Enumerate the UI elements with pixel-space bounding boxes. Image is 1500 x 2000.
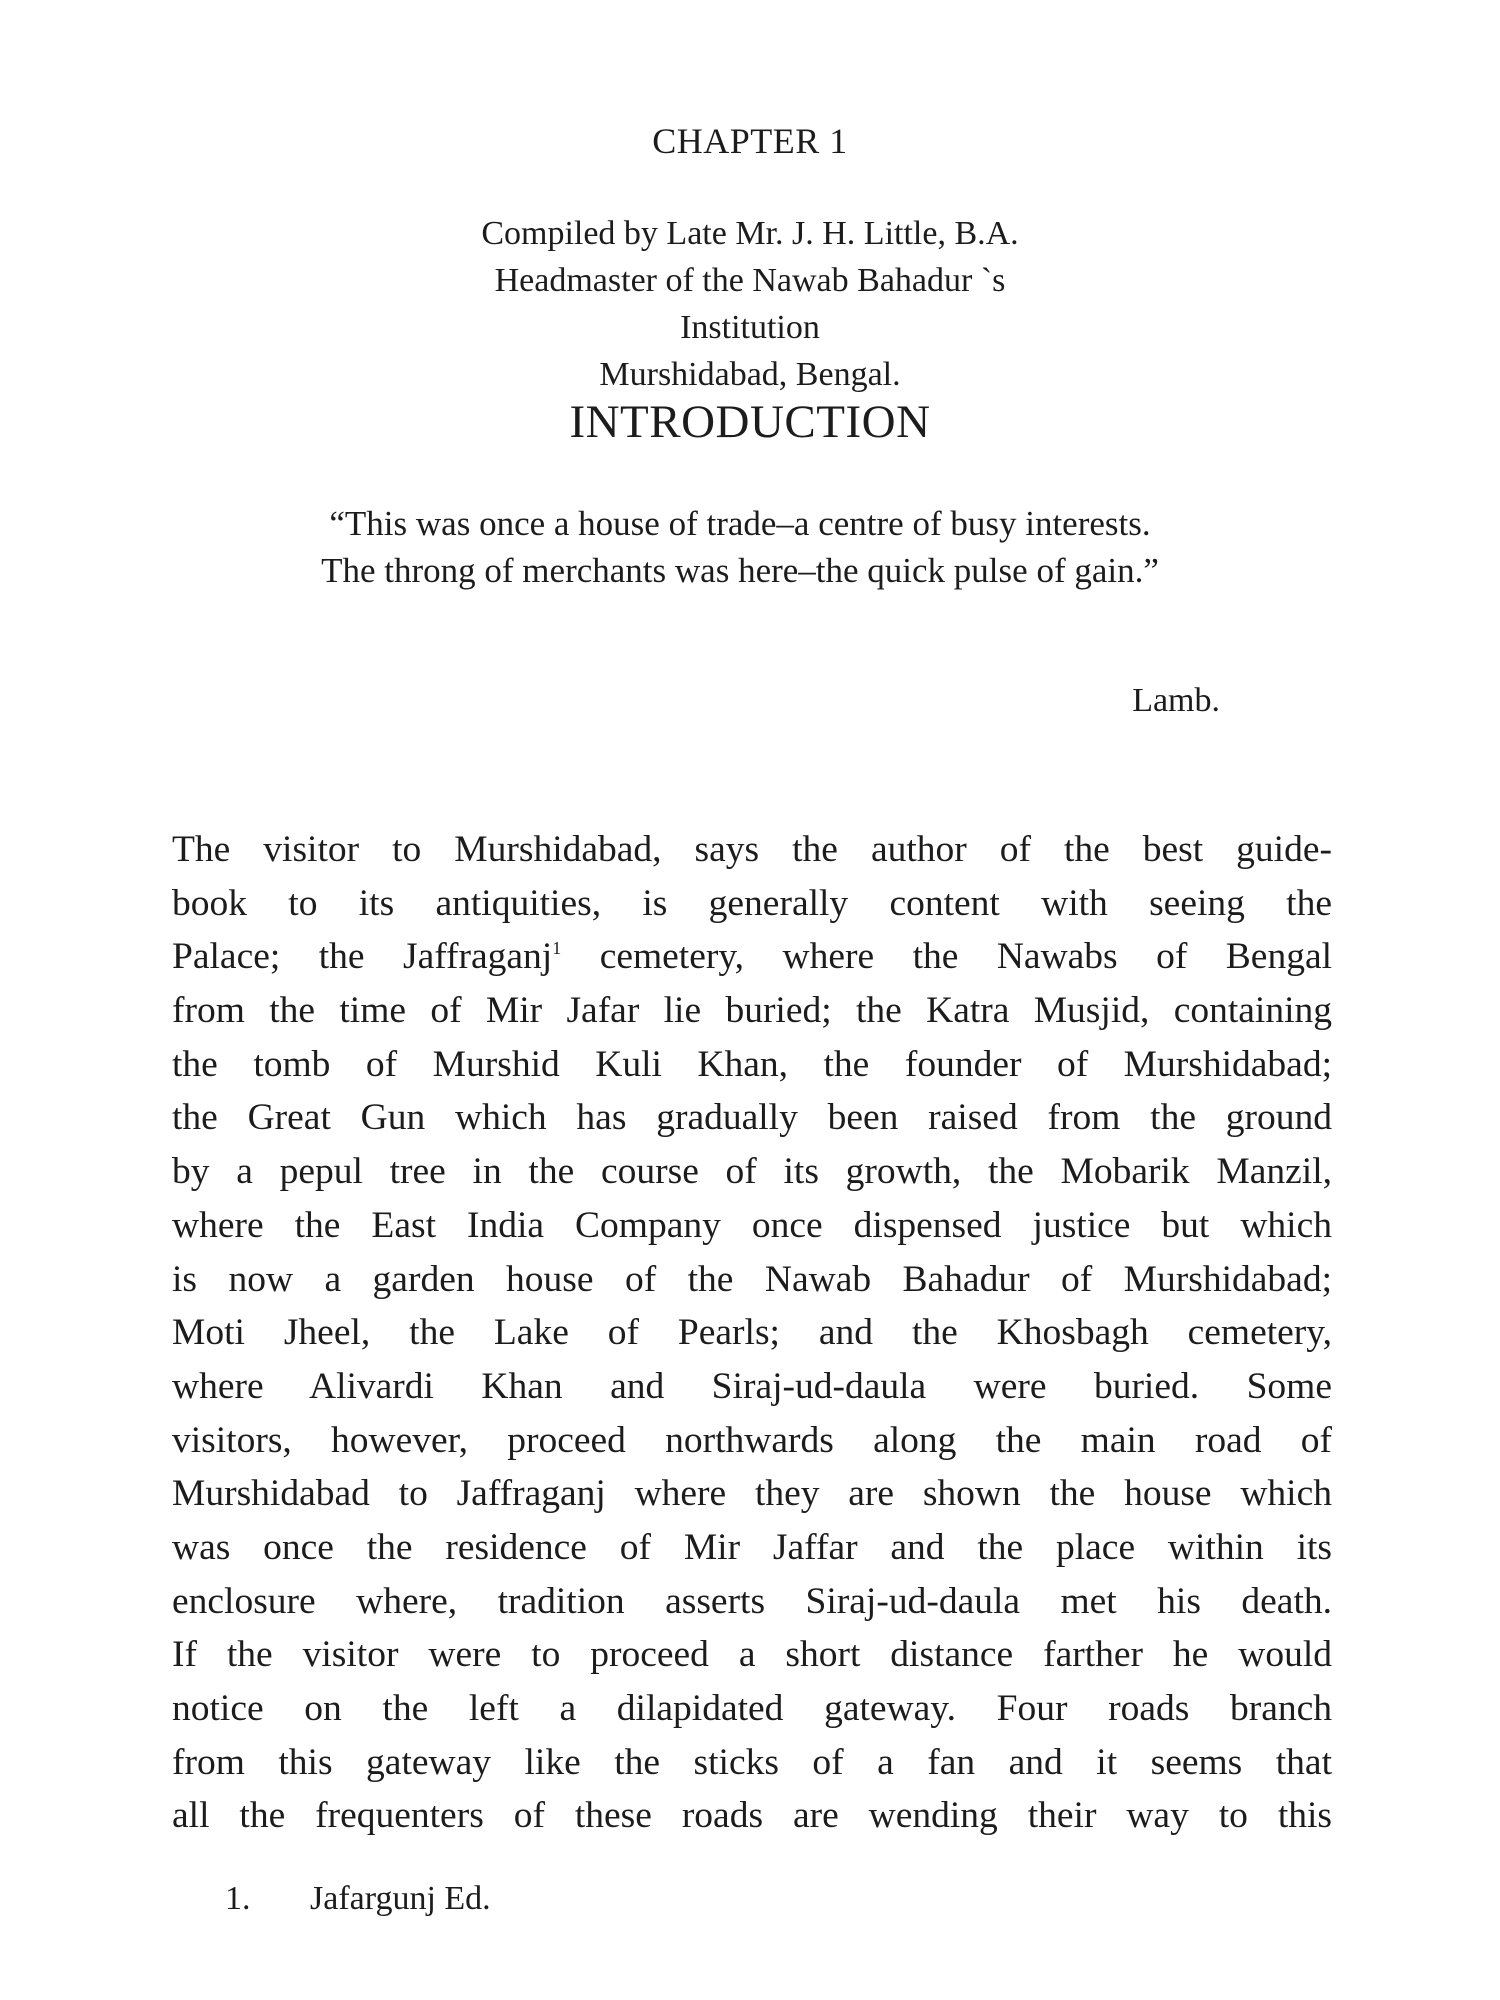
location-line: Murshidabad, Bengal.	[599, 356, 901, 393]
text-line: notice on the left a dilapidated gateway. Four roads branch	[172, 1688, 1332, 1729]
text-line: If the visitor were to proceed a short distance farther he would	[172, 1634, 1332, 1676]
text-line: from this gateway like the sticks of a fan and it seems that	[172, 1741, 1332, 1783]
footnote	[225, 1880, 491, 1918]
text-fragment: cemetery, where the Nawabs of Bengal	[599, 936, 1333, 978]
body-paragraph	[172, 823, 1332, 1843]
epigraph	[230, 500, 1250, 594]
text-fragment: Palace; the Jaffraganj	[172, 936, 553, 978]
text-line: all the frequenters of these roads are wending their way to this	[172, 1795, 1332, 1837]
text-line: the Great Gun which has gradually been raised from the ground	[172, 1097, 1332, 1139]
text-line: by a pepul tree in the course of its growth, the Mobarik Manzil,	[172, 1151, 1332, 1193]
text-line: is now a garden house of the Nawab Bahadur of Murshidabad;	[172, 1258, 1332, 1300]
footnote-number: 1.	[225, 1880, 251, 1917]
epigraph-line: “This was once a house of trade–a centre of busy interests.	[329, 504, 1151, 543]
footnote-marker: 1	[552, 938, 562, 959]
footnote-text: Jafargunj Ed.	[310, 1880, 491, 1917]
text-line: the tomb of Murshid Kuli Khan, the founder of Murshidabad;	[172, 1043, 1332, 1085]
section-title: INTRODUCTION	[569, 396, 931, 448]
text-line: where Alivardi Khan and Siraj-ud-daula were buried. Some	[172, 1365, 1332, 1407]
text-line: visitors, however, proceed northwards along the main road of	[172, 1419, 1332, 1461]
book-page: CHAPTER 1 Compiled by Late Mr. J. H. Little, B.A. Headmaster of the Nawab Bahadur `s Institution Murshidabad, Bengal. INTRODUCTION “This was once a house of trade–a centre of busy interests. The throng of merchants was here–the quick pulse of gain.” Lamb. The visitor to Murshidabad, says the author of the best guide- book to its antiquities, is generally content with seeing the Palace; the Jaffraganj$^1$ cemetery, where the Nawabs of Bengal from the time of Mir Jafar lie buried; the Katra Musjid, containing the tomb of Murshid Kuli Khan, the founder of Murshidabad; the Great Gun which has gradually been raised from the ground by a pepul tree in the course of its growth, the Mobarik Manzil, where the East India Company once dispensed justice but which is now a garden house of the Nawab Bahadur of Murshidabad; Moti Jheel, the Lake of Pearls; and the Khosbagh cemetery, where Alivardi Khan and Siraj-ud-daula were buried. Some visitors, however, proceed northwards along the main road of Murshidabad to Jaffraganj where they are shown the house which was once the residence of Mir Jaffar and the place within its enclosure where, tradition asserts Siraj-ud-daula met his death. If the visitor were to proceed a short distance farther he would notice on the left a dilapidated gateway. Four roads branch from this gateway like the sticks of a fan and it seems that all the frequenters of these roads are wending their way to this 1. Jafargunj Ed.	[172, 121, 1333, 1917]
compiled-by-block	[475, 210, 1025, 398]
text-line: The visitor to Murshidabad, says the author of the best guide-	[172, 829, 1332, 870]
epigraph-author: Lamb.	[1132, 682, 1220, 719]
compiled-by-line: Compiled by Late Mr. J. H. Little, B.A.	[481, 215, 1019, 252]
text-line: Murshidabad to Jaffraganj where they are shown the house which	[172, 1473, 1332, 1515]
text-line: book to its antiquities, is generally content with seeing the	[172, 882, 1332, 924]
epigraph-line: The throng of merchants was here–the quick pulse of gain.”	[321, 551, 1159, 590]
text-line: from the time of Mir Jafar lie buried; the Katra Musjid, containing	[172, 990, 1332, 1032]
text-line: where the East India Company once dispensed justice but which	[172, 1204, 1332, 1246]
headmaster-line: Headmaster of the Nawab Bahadur `s Institution	[494, 262, 1006, 346]
text-line: enclosure where, tradition asserts Siraj-ud-daula met his death.	[172, 1580, 1332, 1622]
text-line	[172, 930, 1332, 984]
text-line: Moti Jheel, the Lake of Pearls; and the Khosbagh cemetery,	[172, 1312, 1332, 1354]
text-line: was once the residence of Mir Jaffar and the place within its	[172, 1526, 1332, 1568]
